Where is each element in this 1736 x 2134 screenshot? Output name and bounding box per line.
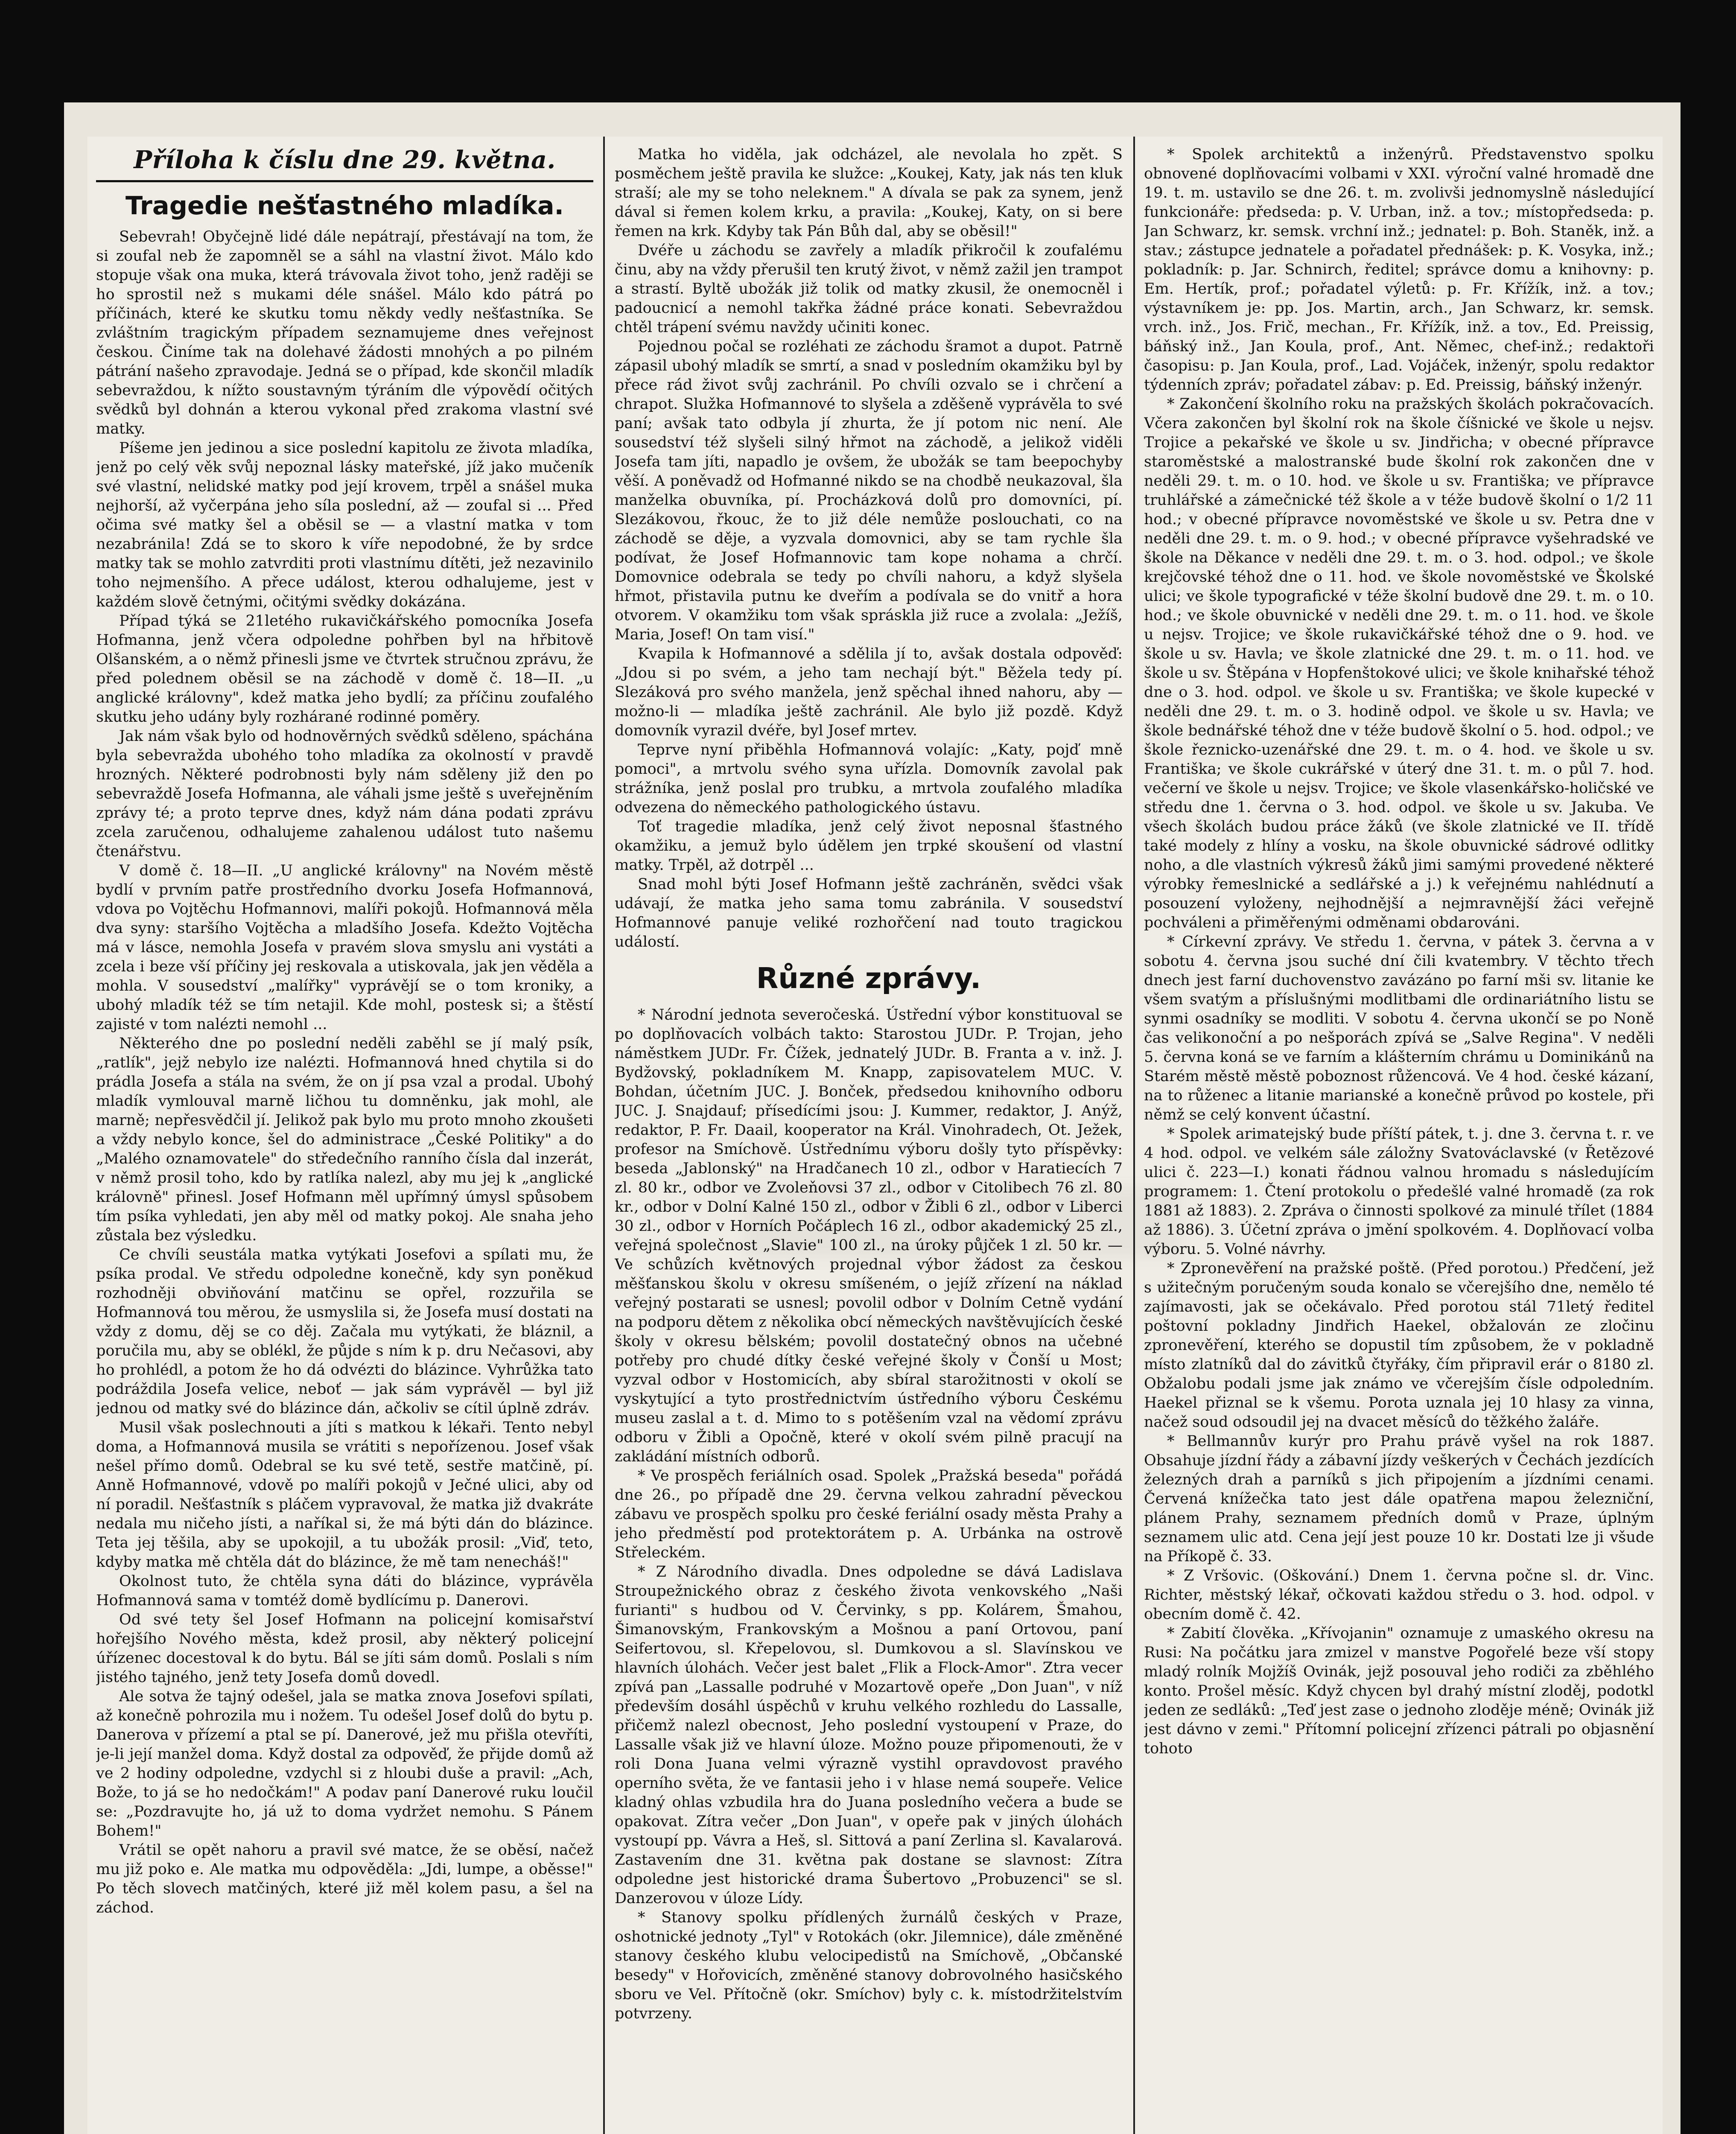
article-continuation-paragraph: Pojednou počal se rozléhati ze záchodu šramot a dupot. Patrně zápasil ubohý mladík se smrtí, a snad v posledním okamžiku byl by přece rád život svůj zachránil. Po chvíli ozvalo se i chrčení a chrapot. Služka Hofmannové to slyšela a zděšeně vyprávěla to své paní; avšak tato odbyla jí zhurta, že jí potom nic není. Ale sousedství též slyšeli silný hřmot na záchodě, a jelikož viděli Josefa tam jíti, napadlo je ovšem, že ubožák se tam beepochyby věší. A poněvadž od Hofmanné nikdo se na chodbě neukazoval, šla manželka obuvníka, pí. Procházková dolů pro domovníci, pí. Slezákovou, řkouc, že to již déle nemůže poslouchati, co na záchodě se děje, a vyzvala domovnici, aby se tam rychle šla podívat, že Josef Hofmannovic tam kope nohama a chrčí. Domovnice odebrala se tedy po chvíli nahoru, a když slyšela hřmot, přistavila putnu ke dveřím a podívala se do vnitř a hora otvorem. V okamžiku tom však spráskla již ruce a zvolala: „Ježíš, Maria, Josef! On tam visí." (615, 338, 1123, 643)
news-paragraph: * Spolek arimatejský bude příští pátek, t. j. dne 3. června t. r. ve 4 hod. odpol. ve velkém sále záložny Svatováclavské (v Řetězové ulici č. 223—I.) konati řádnou valnou hromadu s následujícím programem: 1. Čtení protokolu o předešlé valné hromadě (za rok 1881 až 1883). 2. Zpráva o činnosti spolkové za minulé třílet (1884 až 1886). 3. Účetní zpráva o jmění spolkovém. 4. Doplňovací volba výboru. 5. Volné návrhy. (1144, 1125, 1654, 1258)
article-continuation-paragraph: Kvapila k Hofmannové a sdělila jí to, avšak dostala odpověď: „Jdou si po svém, a jeho tam nechají být." Běžela tedy pí. Slezáková pro svého manžela, jenž spěchal ihned nahoru, aby — možno-li — mladíka ještě zachránil. Ale bylo již pozdě. Když domovník vyrazil dvéře, byl Josef mrtev. (615, 645, 1123, 739)
article-paragraph: Některého dne po poslední neděli zaběhl se jí malý psík, „ratlík", jejž nebylo ize nalézti. Hofmannová hned chytila si do prádla Josefa a stála na svém, že on jí psa vzal a prodal. Ubohý mladík vymlouval marně ličhou tu domněnku, jak mohl, ale marně; nepřesvědčil jí. Jelikož pak bylo mu proto mnoho zkoušeti a vždy nebylo konce, šel do administrace „České Politiky" a do „Malého oznamovatele" do středečního ranního čísla dal inzerát, v němž prosil toho, kdo by ratlíka nalezl, aby mu jej k „anglické královně" přinesl. Josef Hofmann měl upřímný úmysl spůsobem tím psíka vyhledati, jen aby měl od matky pokoj. Ale snaha jeho zůstala bez výsledku. (96, 1035, 593, 1244)
article-paragraph: Okolnost tuto, že chtěla syna dáti do blázince, vyprávěla Hofmannová sama v tomtéž domě bydlícímu p. Danerovi. (96, 1573, 593, 1609)
newspaper-sheet (88, 137, 1663, 2134)
article-paragraph: Ale sotva že tajný odešel, jala se matka znova Josefovi spílati, až konečně pohrozila mu i nožem. Tu odešel Josef dolů do bytu p. Danerova v přízemí a ptal se pí. Danerové, jež mu přišla otevříti, je-li její manžel doma. Když dostal za odpověď, že přijde domů až ve 2 hodiny odpoledne, vzdychl si z hloubi duše a pravil: „Ach, Bože, to já se ho nedočkám!" A podav paní Danerové ruku loučil se: „Pozdravujte ho, já už to doma vydržet nemohu. S Pánem Bohem!" (96, 1688, 593, 1840)
article-paragraph: Případ týká se 21letého rukavičkářského pomocníka Josefa Hofmanna, jenž včera odpoledne pohřben byl na hřbitově Olšanském, a o němž přinesli jsme ve čtvrtek stručnou zprávu, že před polednem oběsil se na záchodě v domě č. 18—II. „u anglické královny", kdež matka jeho bydlí; za příčinu zoufalého skutku jeho udány byly rozhárané rodinné poměry. (96, 612, 593, 726)
news-paragraph: * Zabití člověka. „Křívojanin" oznamuje z umaského okresu na Rusi: Na počátku jara zmizel v manstve Pogořelé beze vší stopy mladý rolník Mojžíš Ovinák, jejž posouval jeho rodiči za zběhlého konto. Prošel měsíc. Když chycen byl drahý místní zloděj, podotkl jeden ze sedláků: „Teď jest zase o jednoho zloděje méně; Ovinák již jest dávno v zemi." Přítomní policejní zřízenci pátrali po objasnění tohoto (1144, 1625, 1654, 1757)
news-paragraph: * Zpronevěření na pražské poště. (Před porotou.) Předčení, jež s užitečným poručeným souda konalo se včerejšího dne, nemělo té zajímavosti, jak se očekávalo. Před porotou stál 71letý ředitel poštovní pokladny Jindřich Haekel, obžalován ze zločinu zpronevěření, kterého se dopustil tím způsobem, že v pokladně místo zlatníků dal do závitků čtyřáky, čím připravil erár o 8180 zl. Obžalobu podali jsme jak známo ve včerejším čísle odpoledním. Haekel přiznal se k všemu. Porota uznala jej 10 hlasy za vinna, načež soud odsoudil jej na dvacet měsíců do těžkého žaláře. (1144, 1260, 1654, 1431)
news-section-title: Různé zprávy. (756, 962, 981, 995)
article-continuation-paragraph: Dvéře u záchodu se zavřely a mladík přikročil k zoufalému činu, aby na vždy přerušil ten krutý život, v němž zažil jen trampot a strastí. Byltě ubožák již tolik od matky zkusil, že onemocněl i padoucnicí a nemohl takřka žádné práce konati. Sebevraždou chtěl trápení svému navždy učiniti konec. (615, 242, 1123, 336)
news-paragraph: * Bellmannův kurýr pro Prahu právě vyšel na rok 1887. Obsahuje jízdní řády a zábavní jízdy veškerých v Čechách jezdících železných drah a parníků s jich připojením a jízdními cenami. Červená knížečka tato jest dále opatřena mapou železniční, plánem Prahy, seznamem předních domů v Praze, úplným seznamem ulic atd. Cena její jest pouze 10 kr. Dostati lze ji všude na Příkopě č. 33. (1144, 1433, 1654, 1565)
article-paragraph: Ce chvíli seustála matka vytýkati Josefovi a spílati mu, že psíka prodal. Ve středu odpoledne konečně, kdy syn poněkud rozhodněji obviňování matčinu se opřel, rozzuřila se Hofmannová tou měrou, že usmyslila si, že Josefa musí dostati na vždy z domu, děj se co děj. Začala mu vytýkati, že bláznil, a poručila mu, aby se oblékl, že půjde s ním k p. dru Nečasovi, aby ho prohlédl, a potom že ho dá odvézti do blázince. Vyhrůžka tato podráždila Josefa velice, neboť — jak sám vyprávěl — byl již jednou od matky své do blázince dán, ačkoliv se cítil úplně zdráv. (96, 1246, 593, 1417)
column-divider-2 (1133, 137, 1135, 2134)
news-paragraph: * Spolek architektů a inženýrů. Představenstvo spolku obnovené doplňovacími volbami v XXI. výroční valné hromadě dne 19. t. m. ustavilo se dne 26. t. m. zvolivši jednomyslně následující funkcionáře: předseda: p. V. Urban, inž. a tov.; místopředseda: p. Jan Schwarz, kr. semsk. vrchní inž.; jednatel: p. Boh. Staněk, inž. a stav.; zástupce jednatele a pořadatel přednášek: p. K. Vosyka, inž.; pokladník: p. Jar. Schnirch, ředitel; správce domu a knihovny: p. Em. Hertík, prof.; pořadatel výletů: p. Fr. Křížík, inž. a tov.; výstavníkem je: pp. Jos. Martin, arch., Jan Schwarz, kr. semsk. vrch. inž., Jos. Frič, mechan., Fr. Křížík, inž. a tov., Ed. Preissig, báňský inž., Jan Koula, prof., Ant. Němec, chef-inž.; redaktoři časopisu: p. Jan Koula, prof., Lad. Vojáček, inženýr, spolu redaktor týdenních zpráv; pořadatel zábav: p. Ed. Preissig, báňský inženýr. (1144, 146, 1654, 394)
article-paragraph: Musil však poslechnouti a jíti s matkou k lékaři. Tento nebyl doma, a Hofmannová musila se vrátiti s nepořízenou. Josef však nešel přímo domů. Odebral se ku své tetě, sestře matčině, pí. Anně Hofmannové, vdově po malíři pokojů v Ječné ulici, aby od ní poradil. Nešťastník s pláčem vypravoval, že matka již dvakráte nedala mu ničeho jísti, a naříkal si, že má býti dán do blázince. Teta jej těšila, aby se upokojil, a tu ubožák prosil: „Viď, teto, kdyby matka mě chtěla dát do blázince, že mě tam nenecháš!" (96, 1419, 593, 1571)
news-paragraph: * Zakončení školního roku na pražských školách pokračovacích. Včera zakončen byl školní rok na škole číšnické ve škole u nejsv. Trojice a pekařské ve škole u sv. Jindřicha; v obecné přípravce staroměstské a malostranské bude školní rok zakončen dne v neděli 29. t. m. o 10. hod. ve škole u sv. Františka; ve přípravce truhlářské a zámečnické též škole a v téže budově školní o 1/2 11 hod.; v obecné přípravce novoměstské ve škole u sv. Petra dne v neděli dne 29. t. m. o 9. hod.; v obecné přípravce vyšehradské ve škole na Děkance v neděli dne 29. t. m. o 3. hod. odpol.; ve škole krejčovské téhož dne o 11. hod. ve škole novoměstské ve Školské ulici; ve škole typografické v téže školní budově dne 29. t. m. o 10. hod.; ve škole obuvnické v neděli dne 29. t. m. o 11. hod. ve škole u nejsv. Trojice; ve škole rukavičkářské téhož dne o 9. hod. ve škole u sv. Havla; ve škole zlatnické dne 29. t. m. o 11. hod. ve škole u sv. Štěpána v Hopfenštokové ulici; ve škole knihařské téhož dne o 3. hod. odpol. ve škole u sv. Františka; ve škole kupecké v neděli dne 29. t. m. o 3. hodině odpol. ve škole u sv. Havla; ve škole bednářské téhož dne v téže budově školní o 5. hod. odpol.; ve škole řeznicko-uzenářské dne 29. t. m. o 4. hod. ve škole u sv. Františka; ve škole cukrářské v úterý dne 31. t. m. o půl 7. hod. večerní ve škole u nejsv. Trojice; ve škole vlasenkářsko-holičské ve středu dne 1. června o 3. hod. odpol. ve škole u sv. Jakuba. Ve všech školách budou práce žáků (ve škole zlatnické ve II. třídě také modely z hlíny a vosku, na škole obuvnické sádrové odlitky noho, a dle vlastních výkresů žáků jimi samými provedené některé výrobky řemeslnické a sedlářské a j.) k veřejnému nahlédnutí a posouzení vyloženy, nejhodnější a nejmravnější žáci veřejně pochváleni a přiměřenými odměnami obdarováni. (1144, 396, 1654, 931)
article-continuation-paragraph: Teprve nyní přiběhla Hofmannová volajíc: „Katy, pojď mně pomoci", a mrtvolu svého syna uřízla. Domovník zavolal pak strážníka, jenž poslal pro trubku, a mrtvola zoufalého mladíka odvezena do německého pathologického ústavu. (615, 741, 1123, 816)
article-paragraph: Vrátil se opět nahoru a pravil své matce, že se oběsí, načež mu již poko e. Ale matka mu odpověděla: „Jdi, lumpe, a oběsse!" Po těch slovech matčiných, které již měl kolem pasu, a šel na záchod. (96, 1842, 593, 1916)
column-middle (615, 145, 1123, 2134)
article-paragraph: Od své tety šel Josef Hofmann na policejní komisařství hořejšího Nového města, kdež prosil, aby některý policejní úřízenec docestoval k do bytu. Bál se jíti sám domů. Poslali s ním jistého tajného, jenž tety Josefa domů dovedl. (96, 1611, 593, 1686)
article-continuation-paragraph: Toť tragedie mladíka, jenž celý život neposnal šťastného okamžiku, a jemuž bylo údělem jen trpké skoušení od vlastní matky. Trpěl, až dotrpěl ... (615, 818, 1123, 874)
scan-left-edge (0, 0, 64, 2134)
article-paragraph: Píšeme jen jedinou a sice poslední kapitolu ze života mladíka, jenž po celý věk svůj nepoznal lásky mateřské, jíž jako mučeník své vlastní, nelidské matky pod její krovem, trpěl a snášel muka nejhorší, až vyčerpána jeho síla poslední, až — zoufal si ... Před očima své matky šel a oběsil se — a vlastní matka v tom nezabránila! Zdá se to skoro k víře nepodobné, že by srdce matky tak se mohlo zatvrditi proti vlastnímu dítěti, jež nezavinilo toho nejmenšího. A přece událost, kterou odhalujeme, jest v každém slově četnými, očitými svědky dokázána. (96, 440, 593, 610)
news-paragraph: * Z Národního divadla. Dnes odpoledne se dává Ladislava Stroupežnického obraz z českého života venkovského „Naši furianti" s hudbou od V. Červinky, s pp. Kolárem, Šmahou, Šimanovským, Frankovským a Mošnou a paní Ortovou, paní Seifertovou, sl. Křepelovou, sl. Dumkovou a sl. Slavínskou ve hlavních úlohách. Večer jest balet „Flik a Flock-Amor". Ztra vecer zpívá pan „Lassalle podruhé v Mozartově opeře „Don Juan", v níž především dosáhl úspěchů v kruhu velkého rozhledu do Lassalle, přičemž nalezl obecnost, Jeho poslední vystoupení v Praze, do Lassalle však již ve hlavní úloze. Možno pouze připomenouti, že v roli Dona Juana velmi výrazně vystihl opravdovost pravého operního světa, že ve fantasii jeho i v hlase nemá soupeře. Velice kladný ohlas vzbudila hra do Juana posledního večera a bude se opakovat. Zítra večer „Don Juan", v opeře pak v jiných úlohách vystoupí pp. Vávra a Heš, sl. Sittová a paní Zerlina sl. Kavalarová. Zastavením dne 31. května pak dostane se slavnost: Zítra odpoledne jest historické drama Šubertovo „Probuzenci" se sl. Danzerovou v úloze Lídy. (615, 1563, 1123, 1907)
article-title: Tragedie nešťastného mladíka. (125, 191, 564, 220)
scan-right-edge (1681, 0, 1736, 2134)
column-divider-1 (603, 137, 605, 2134)
news-paragraph: * Z Vršovic. (Oškování.) Dnem 1. června počne sl. dr. Vinc. Richter, městský lékař, očkovati každou středu o 3. hod. odpol. v obecním domě č. 42. (1144, 1567, 1654, 1623)
news-paragraph: * Církevní zprávy. Ve středu 1. června, v pátek 3. června a v sobotu 4. června jsou suché dní čili kvatembry. V těchto třech dnech jest farní duchovenstvo zavázáno po farní mši sv. litanie ke všem svatým a příslušnými modlitbami dle ordinariátního listu se synmi osadníky se modliti. V sobotu 4. června ukončí se po Noně čas velikonoční a po nešporách zpívá se „Salve Regina". V neděli 5. června koná se ve farním a klášterním chrámu u Dominikánů na Starém městě městě poboznost růžencová. Ve 4 hod. české kázaní, na to růženec a litanie marianské a konečně průvod po kostele, při němž se celý konvent účastní. (1144, 933, 1654, 1123)
news-paragraph: * Národní jednota severočeská. Ústřední výbor konstituoval se po doplňovacích volbách takto: Starostou JUDr. P. Trojan, jeho náměstkem JUDr. Fr. Čížek, jednatelý JUDr. B. Franta a v. inž. J. Bydžovský, pokladníkem M. Knapp, zapisovatelem MUC. V. Bohdan, účetním JUC. J. Bonček, předsedou knihovního odboru JUC. J. Snajdauf; přísedícími jsou: J. Kummer, redaktor, J. Anýž, redaktor, P. Fr. Daail, kooperator na Král. Vinohradech, Ot. Ježek, profesor na Smíchově. Ústřednímu výboru došly tyto příspěvky: beseda „Jablonský" na Hradčanech 10 zl., odbor v Haratiecích 7 zl. 80 kr., odbor ve Zvoleňovsi 37 zl., odbor v Citolibech 76 zl. 80 kr., odbor v Dolní Kalné 150 zl., odbor v Žibli 6 zl., odbor v Liberci 30 zl., odbor v Horních Počáplech 16 zl., odbor akademický 25 zl., veřejná společnost „Slavie" 100 zl., na úroky půjček 1 zl. 50 kr. — Ve schůzích květnových projednal výbor žádost za českou měšťanskou školu v okresu smíšeném, o jejíž zřízení na náklad veřejný postarati se usnesl; povolil odbor v Dolním Cetně vydání na podporu dětem z několika obcí německých navštěvujících české školy v okresu bělském; povolil dostatečný obnos na učebné potřeby pro chudé dítky české veřejné školy v Čonší u Most; vyzval odbor v Hostomicích, aby sbíral starožitnosti v okolí se vyskytující a tyto prostřednictvím ústředního výboru Českému museu zaslal a t. d. Mimo to s potěšením vzal na vědomí zprávu odboru v Žibli a Opočně, které v okolí svém pilně pracují na zakládání místních odborů. (615, 1006, 1123, 1465)
article-paragraph: Jak nám však bylo od hodnověrných svědků sděleno, spáchána byla sebevražda ubohého toho mladíka za okolností v pravdě hrozných. Některé podrobnosti byly nám sděleny již den po sebevraždě Josefa Hofmanna, ale váhali jsme ještě s uveřejněním zprávy té; a proto teprve dnes, když nám dána podati zprávu zcela zaručenou, odhalujeme zahalenou událost tuto našemu čtenářstvu. (96, 728, 593, 860)
article-continuation-paragraph: Matka ho viděla, jak odcházel, ale nevolala ho zpět. S posměchem ještě pravila ke služce: „Koukej, Katy, jak nás ten kluk straší; ale my se toho neleknem." A dívala se pak za synem, jenž dával si řemen kolem krku, a pravila: „Koukej, Katy, on si bere řemen na krk. Kdyby tak Pán Bůh dal, aby se oběsil!" (615, 146, 1123, 240)
news-paragraph: * Stanovy spolku přídlených žurnálů českých v Praze, oshotnické jednoty „Tyl" v Rotokách (okr. Jilemnice), dále změněné stanovy českého klubu velocipedistů na Smíchově, „Občanské besedy" v Hořovicích, změněné stanovy dobrovolného hasičského sboru ve Vel. Přítočně (okr. Smíchov) byly c. k. místodržitelstvím potvrzeny. (615, 1909, 1123, 2022)
supplement-header: Příloha k číslu dne 29. května. (96, 145, 593, 182)
article-continuation-paragraph: Snad mohl býti Josef Hofmann ještě zachráněn, svědci však udávají, že matka jeho sama tomu zabránila. V sousedství Hofmannové panuje veliké rozhořčení nad touto tragickou událostí. (615, 876, 1123, 950)
column-left (96, 145, 593, 2134)
article-paragraph: V domě č. 18—II. „U anglické královny" na Novém městě bydlí v prvním patře prostředního dvorku Josefa Hofmannová, vdova po Vojtěchu Hofmannovi, malíři pokojů. Hofmannová měla dva syny: staršího Vojtěcha a mladšího Josefa. Kdežto Vojtěcha má v lásce, nemohla Josefa v pravém slova smyslu ani vystáti a zcela i beze vší příčiny jej reskovala a utiskovala, jak jen věděla a mohla. V sousedství „malířky" vyprávějí se o tom kroniky, a ubohý mladík též se tím netajil. Kde mohl, postesk si; a štěstí zajisté v tom nalézti nemohl ... (96, 862, 593, 1033)
scan-top-edge (0, 0, 1736, 102)
article-paragraph: Sebevrah! Obyčejně lidé dále nepátrají, přestávají na tom, že si zoufal neb že zapomněl se a sáhl na vlastní život. Málo kdo stopuje však ona muka, která trávovala život toho, jenž raději se ho sprostil než s mukami déle snášel. Málo kdo pátrá po příčinách, které ke skutku tomu někdy vedly nešťastníka. Se zvláštním tragickým případem seznamujeme dnes veřejnost českou. Činíme tak na dolehavé žádosti mnohých a po pilném pátrání našeho zpravodaje. Jedná se o případ, kde skončil mladík sebevraždou, k nížto soustavným týráním dle výpovědí očitých svědků byl dohnán a kterou vykonal před zrakoma vlastní své matky. (96, 228, 593, 437)
column-right (1144, 145, 1654, 2134)
news-paragraph: * Ve prospěch feriálních osad. Spolek „Pražská beseda" pořádá dne 26., po případě dne 29. června velkou zahradní pěveckou zábavu ve prospěch spolku pro české feriální osady města Prahy a jeho předměstí pod protektorátem p. A. Urbánka na ostrově Střeleckém. (615, 1467, 1123, 1561)
